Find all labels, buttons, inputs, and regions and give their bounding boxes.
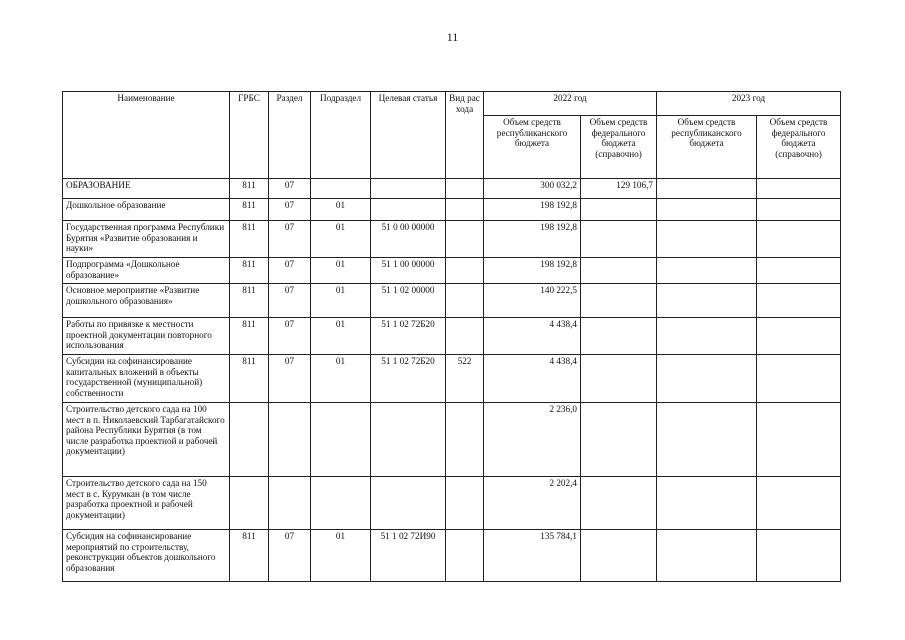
- row-fed-2022: [581, 477, 657, 530]
- row-name: Подпрограмма «Дошкольное образование»: [63, 258, 230, 284]
- row-target: 51 1 00 00000: [371, 258, 446, 284]
- table-row: [63, 355, 841, 403]
- row-razdel: 07: [269, 179, 311, 199]
- page-number: 11: [446, 30, 459, 44]
- row-vid: [446, 318, 484, 355]
- row-target: [371, 403, 446, 477]
- row-podrazdel: 01: [311, 318, 371, 355]
- row-grbs: 811: [230, 284, 269, 318]
- row-fed-2022: [581, 530, 657, 582]
- row-vid: [446, 403, 484, 477]
- table-row: [63, 477, 841, 530]
- row-grbs: 811: [230, 318, 269, 355]
- row-rep-2022: 198 192,8: [484, 258, 581, 284]
- row-target: [371, 179, 446, 199]
- row-rep-2023: [657, 530, 757, 582]
- row-vid: [446, 179, 484, 199]
- row-target: [371, 199, 446, 221]
- row-grbs: 811: [230, 179, 269, 199]
- row-fed-2023: [757, 318, 841, 355]
- row-name: Субсидии на софинансирование капитальных вложений в объекты государственной (муниципальной) собственности: [63, 355, 230, 403]
- row-target: 51 0 00 00000: [371, 221, 446, 258]
- row-name: Основное мероприятие «Развитие дошкольного образования»: [63, 284, 230, 318]
- row-vid: [446, 530, 484, 582]
- row-name: Государственная программа Республики Бурятия «Развитие образования и науки»: [63, 221, 230, 258]
- row-name: Работы по привязке к местности проектной документации повторного использования: [63, 318, 230, 355]
- row-fed-2022: [581, 199, 657, 221]
- row-target: [371, 477, 446, 530]
- row-fed-2022: 129 106,7: [581, 179, 657, 199]
- row-podrazdel: 01: [311, 530, 371, 582]
- row-grbs: [230, 477, 269, 530]
- row-rep-2023: [657, 221, 757, 258]
- header-razdel: Раздел: [269, 92, 311, 179]
- header-year-2022: 2022 год: [484, 92, 657, 116]
- header-name: Наименование: [63, 92, 230, 179]
- row-name: Строительство детского сада на 100 мест в п. Николаевский Тарбагатайского района Республики Бурятия (в том числе разработка проектной и рабочей документации): [63, 403, 230, 477]
- row-target: 51 1 02 72Б20: [371, 355, 446, 403]
- row-podrazdel: [311, 403, 371, 477]
- row-fed-2023: [757, 179, 841, 199]
- row-rep-2022: 2 202,4: [484, 477, 581, 530]
- row-razdel: 07: [269, 355, 311, 403]
- row-grbs: 811: [230, 199, 269, 221]
- row-razdel: 07: [269, 199, 311, 221]
- header-vid: Вид расхода: [446, 92, 484, 179]
- row-razdel: [269, 477, 311, 530]
- row-target: 51 1 02 00000: [371, 284, 446, 318]
- row-rep-2022: 300 032,2: [484, 179, 581, 199]
- header-target: Целевая статья: [371, 92, 446, 179]
- header-fed-2022: Объем средств федерального бюджета (справочно): [581, 116, 657, 179]
- row-name: Строительство детского сада на 150 мест в с. Курумкан (в том числе разработка проектной и рабочей документации): [63, 477, 230, 530]
- row-podrazdel: 01: [311, 221, 371, 258]
- row-rep-2023: [657, 318, 757, 355]
- header-fed-2023: Объем средств федерального бюджета (справочно): [757, 116, 841, 179]
- row-rep-2022: 198 192,8: [484, 199, 581, 221]
- row-name: Дошкольное образование: [63, 199, 230, 221]
- row-grbs: 811: [230, 258, 269, 284]
- row-razdel: [269, 403, 311, 477]
- row-fed-2023: [757, 258, 841, 284]
- row-target: 51 1 02 72Б20: [371, 318, 446, 355]
- row-razdel: 07: [269, 318, 311, 355]
- row-rep-2022: 198 192,8: [484, 221, 581, 258]
- row-podrazdel: 01: [311, 258, 371, 284]
- row-razdel: 07: [269, 221, 311, 258]
- row-rep-2023: [657, 284, 757, 318]
- row-rep-2023: [657, 403, 757, 477]
- row-vid: [446, 199, 484, 221]
- header-grbs: ГРБС: [230, 92, 269, 179]
- header-year-2023: 2023 год: [657, 92, 841, 116]
- row-razdel: 07: [269, 258, 311, 284]
- row-name: ОБРАЗОВАНИЕ: [63, 179, 230, 199]
- table-row: [63, 179, 841, 199]
- row-grbs: 811: [230, 530, 269, 582]
- row-podrazdel: [311, 477, 371, 530]
- row-fed-2022: [581, 355, 657, 403]
- row-vid: [446, 221, 484, 258]
- table-row: [63, 318, 841, 355]
- row-razdel: 07: [269, 284, 311, 318]
- budget-table: [62, 91, 841, 582]
- row-rep-2023: [657, 477, 757, 530]
- header-podrazdel: Подраздел: [311, 92, 371, 179]
- row-grbs: [230, 403, 269, 477]
- row-podrazdel: 01: [311, 355, 371, 403]
- row-rep-2022: 2 236,0: [484, 403, 581, 477]
- row-vid: 522: [446, 355, 484, 403]
- row-rep-2023: [657, 199, 757, 221]
- header-rep-2022: Объем средств республиканского бюджета: [484, 116, 581, 179]
- row-podrazdel: 01: [311, 199, 371, 221]
- row-fed-2022: [581, 284, 657, 318]
- table-row: [63, 284, 841, 318]
- row-fed-2022: [581, 403, 657, 477]
- row-vid: [446, 284, 484, 318]
- row-fed-2023: [757, 477, 841, 530]
- row-podrazdel: 01: [311, 284, 371, 318]
- row-vid: [446, 258, 484, 284]
- row-razdel: 07: [269, 530, 311, 582]
- row-grbs: 811: [230, 221, 269, 258]
- table-row: [63, 199, 841, 221]
- row-fed-2022: [581, 318, 657, 355]
- row-fed-2023: [757, 530, 841, 582]
- table-row: [63, 221, 841, 258]
- row-grbs: 811: [230, 355, 269, 403]
- row-target: 51 1 02 72И90: [371, 530, 446, 582]
- row-fed-2023: [757, 284, 841, 318]
- row-fed-2022: [581, 258, 657, 284]
- row-fed-2023: [757, 355, 841, 403]
- row-vid: [446, 477, 484, 530]
- row-rep-2023: [657, 355, 757, 403]
- row-podrazdel: [311, 179, 371, 199]
- row-fed-2023: [757, 221, 841, 258]
- row-rep-2022: 140 222,5: [484, 284, 581, 318]
- row-fed-2022: [581, 221, 657, 258]
- table-row: [63, 530, 841, 582]
- row-rep-2023: [657, 179, 757, 199]
- row-name: Субсидия на софинансирование мероприятий по строительству, реконструкции объектов дошкольного образования: [63, 530, 230, 582]
- row-fed-2023: [757, 199, 841, 221]
- table-row: [63, 403, 841, 477]
- row-fed-2023: [757, 403, 841, 477]
- header-rep-2023: Объем средств республиканского бюджета: [657, 116, 757, 179]
- row-rep-2022: 135 784,1: [484, 530, 581, 582]
- table-row: [63, 258, 841, 284]
- row-rep-2022: 4 438,4: [484, 318, 581, 355]
- row-rep-2023: [657, 258, 757, 284]
- row-rep-2022: 4 438,4: [484, 355, 581, 403]
